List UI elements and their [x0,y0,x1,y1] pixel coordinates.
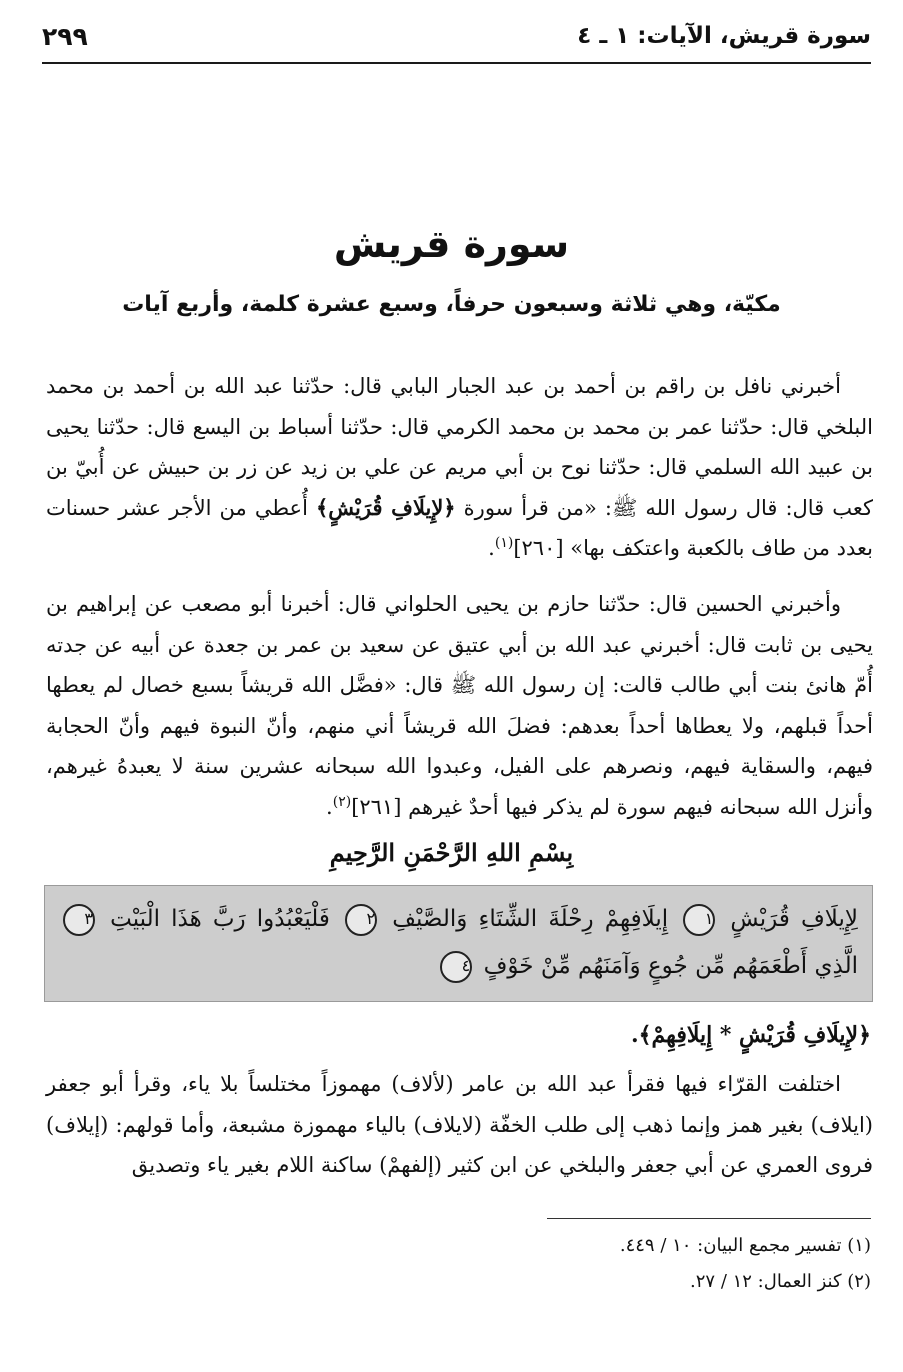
footnote-ref: (٢) [332,793,352,810]
footnote-text: كنز العمال: ١٢ / ٢٧. [690,1271,842,1292]
basmala: بِسْمِ اللهِ الرَّحْمَنِ الرَّحِيمِ [329,838,574,867]
footnote-divider [547,1218,871,1219]
quran-quote: ﴿لإِيلَافِ قُرَيْشٍ﴾ [315,494,456,520]
running-header [42,16,871,56]
footnote-item [300,1264,871,1300]
sentence-end: . [488,536,495,560]
verse-number-marker: ١ [683,904,715,936]
verse-number-marker: ٢ [345,904,377,936]
commentary-heading: ﴿لإِيلَافِ قُرَيْشٍ * إِيلَافِهِمْ﴾. [630,1022,871,1048]
paragraph-text: اختلفت القرّاء فيها فقرأ عبد الله بن عامر (لألاف) مهموزاً مختلساً بلا ياء، وقرأ أبو جعفر (ايلاف) بغير همز وإنما ذهب إلى طلب الخفّة (لايلاف) بالياء مهموزة مشبعة، وأما قولهم: (إيلاف) فروى العمري عن أبي جعفر والبلخي عن ابن كثير (إلفهمْ) ساكنة اللام بغير ياء وتصديق [46,1072,873,1177]
paragraph-text: وأخبرني الحسين قال: حدّثنا حازم بن يحيى الحلواني قال: أخبرنا أبو مصعب عن إبراهيم بن يحيى بن ثابت قال: أخبرني عبد الله بن أبي عتيق عن سعيد بن عمر بن جعدة عن أبيه عن جدته أُمّ هانئ بنت أبي طالب قالت: إن رسول الله ﷺ قال: «فضَّل الله قريشاً بسبع خصال لم يعطها أحداً قبلهم، ولا يعطاها أحداً بعدهم: فضلَ الله قريشاً أني منهم، وأنّ النبوة فيهم وأنّ الحجابة فيهم، والسقاية فيهم، ونصرهم على الفيل، وعبدوا الله سبحانه عشرين سنة لا يعبدهُ غيرهم، وأنزل الله سبحانه فيهم سورة لم يذكر فيها أحدٌ غيرهم [٢٦١] [46,592,873,819]
verse-text: إِيلَافِهِمْ رِحْلَةَ الشِّتَاءِ وَالصَّيْفِ [392,906,669,932]
verse-number-marker: ٣ [63,904,95,936]
verse-text: لِإِيلَافِ قُرَيْشٍ [730,906,859,932]
footnote-text: تفسير مجمع البيان: ١٠ / ٤٤٩. [619,1235,842,1256]
verses-box [44,885,873,1002]
paragraph-text: أُعطي من الأجر عشر حسنات بعدد من طاف بالكعبة واعتكف بها» [٢٦٠] [46,495,873,560]
surah-title: سورة قريش [333,222,570,266]
verse-text: فَلْيَعْبُدُوا رَبَّ هَذَا الْبَيْتِ [110,906,330,932]
paragraph-text: أخبرني نافل بن راقم بن أحمد بن عبد الجبار البابي قال: حدّثنا عبد الله بن أحمد بن محمد البلخي قال: حدّثنا عمر بن محمد بن محمد الكرمي قال: حدّثنا أسباط بن اليسع قال: حدّثنا يحيى بن عبيد الله السلمي قال: حدّثنا نوح بن أبي مريم عن علي بن زيد عن زر بن حبيش عن أُبيّ بن كعب قال: قال رسول الله ﷺ: «من قرأ سورة [46,374,874,520]
header-divider [42,62,871,64]
footnotes [300,1228,871,1300]
sentence-end: . [326,794,333,819]
paragraph-commentary [46,1064,873,1186]
verse-text: الَّذِي أَطْعَمَهُم مِّن جُوعٍ وَآمَنَهُم مِّنْ خَوْفٍ [483,953,858,979]
paragraph-hadith-1 [46,366,873,569]
footnote-ref: (١) [494,535,514,551]
page-number: ٢٩٩ [42,21,88,51]
surah-subtitle: مكيّة، وهي ثلاثة وسبعون حرفاً، وسبع عشرة كلمة، وأربع آيات [122,292,781,317]
paragraph-hadith-2 [46,584,873,827]
footnote-item [300,1228,871,1264]
header-title: سورة قريش، الآيات: ١ ـ ٤ [577,23,871,49]
footnote-number: (١) [847,1235,871,1256]
footnote-number: (٢) [847,1271,871,1292]
verse-number-marker: ٤ [440,951,472,983]
